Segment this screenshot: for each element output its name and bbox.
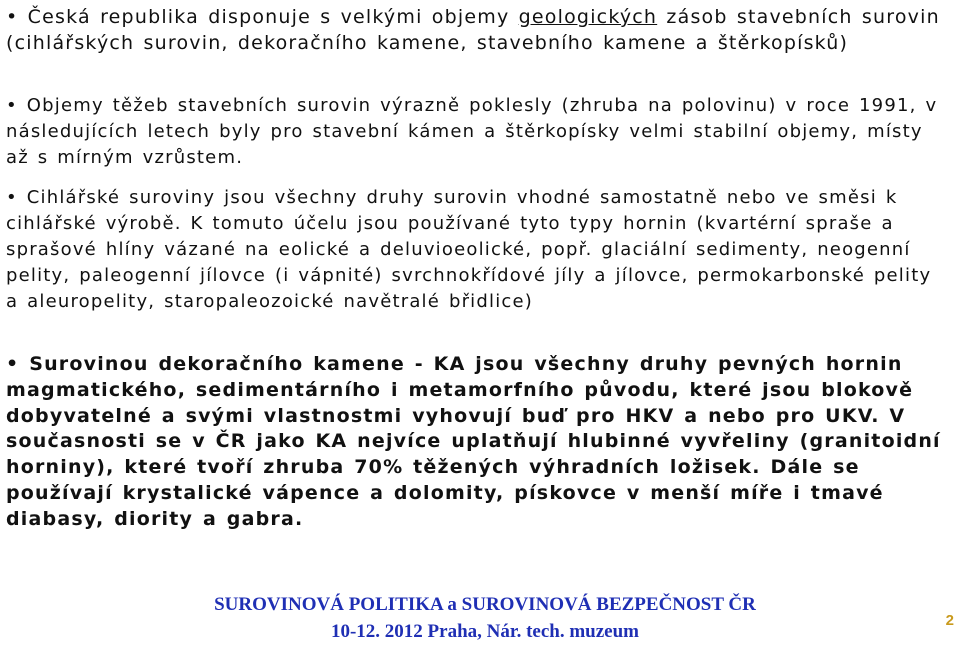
bullet-text: Česká republika disponuje s velkými objemy xyxy=(27,6,519,28)
footer-title: SUROVINOVÁ POLITIKA a SUROVINOVÁ BEZPEČNOST ČR xyxy=(214,594,756,615)
bullet-reserves xyxy=(6,4,950,56)
bullet-text: Surovinou dekoračního kamene - KA jsou všechny druhy pevných hornin magmatického, sedimentárního i metamorfního původu, které jsou blokově dobyvatelné a svými vlastnostmi vyhovují buď pro HKV a nebo pro UKV. V současnosti se v ČR jako KA nejvíce uplatňují hlubinné vyvřeliny (granitoidní horniny), které tvoří zhruba 70% těžených výhradních ložisek. Dále se používají krystalické vápence a dolomity, pískovce v menší míře i tmavé diabasy, diority a gabra. xyxy=(6,353,941,530)
bullet-marker: • xyxy=(6,187,18,208)
geological-link[interactable]: geologických xyxy=(518,6,658,28)
footer-event: 10-12. 2012 Praha, Nár. tech. muzeum xyxy=(330,621,639,642)
bullet-marker: • xyxy=(6,6,19,28)
page-number: 2 xyxy=(945,612,954,629)
bullet-text: zásob stavebních surovin (cihlářských surovin, dekoračního kamene, stavebního kamene a štěrkopísků) xyxy=(6,6,940,54)
bullet-text: Cihlářské suroviny jsou všechny druhy surovin vhodné samostatně nebo ve směsi k cihlářské výrobě. K tomuto účelu jsou používané tyto typy hornin (kvartérní spraše a sprašové hlíny vázané na eolické a deluvioeolické, popř. glaciální sedimenty, neogenní pelity, paleogenní jílovce (i vápnité) svrchnokřídové jíly a jílovce, permokarbonské pelity a aleuropelity, staropaleozoické navětralé břidlice) xyxy=(6,187,932,312)
bullet-marker: • xyxy=(6,353,20,375)
bullet-marker: • xyxy=(6,95,18,116)
bullet-decorative-stone xyxy=(6,352,950,533)
bullet-brick-materials xyxy=(6,185,950,315)
bullet-text: Objemy těžeb stavebních surovin výrazně poklesly (zhruba na polovinu) v roce 1991, v následujících letech byly pro stavební kámen a štěrkopísky velmi stabilní objemy, místy až s mírným vzrůstem. xyxy=(6,95,938,168)
bullet-extraction-volumes xyxy=(6,93,950,171)
